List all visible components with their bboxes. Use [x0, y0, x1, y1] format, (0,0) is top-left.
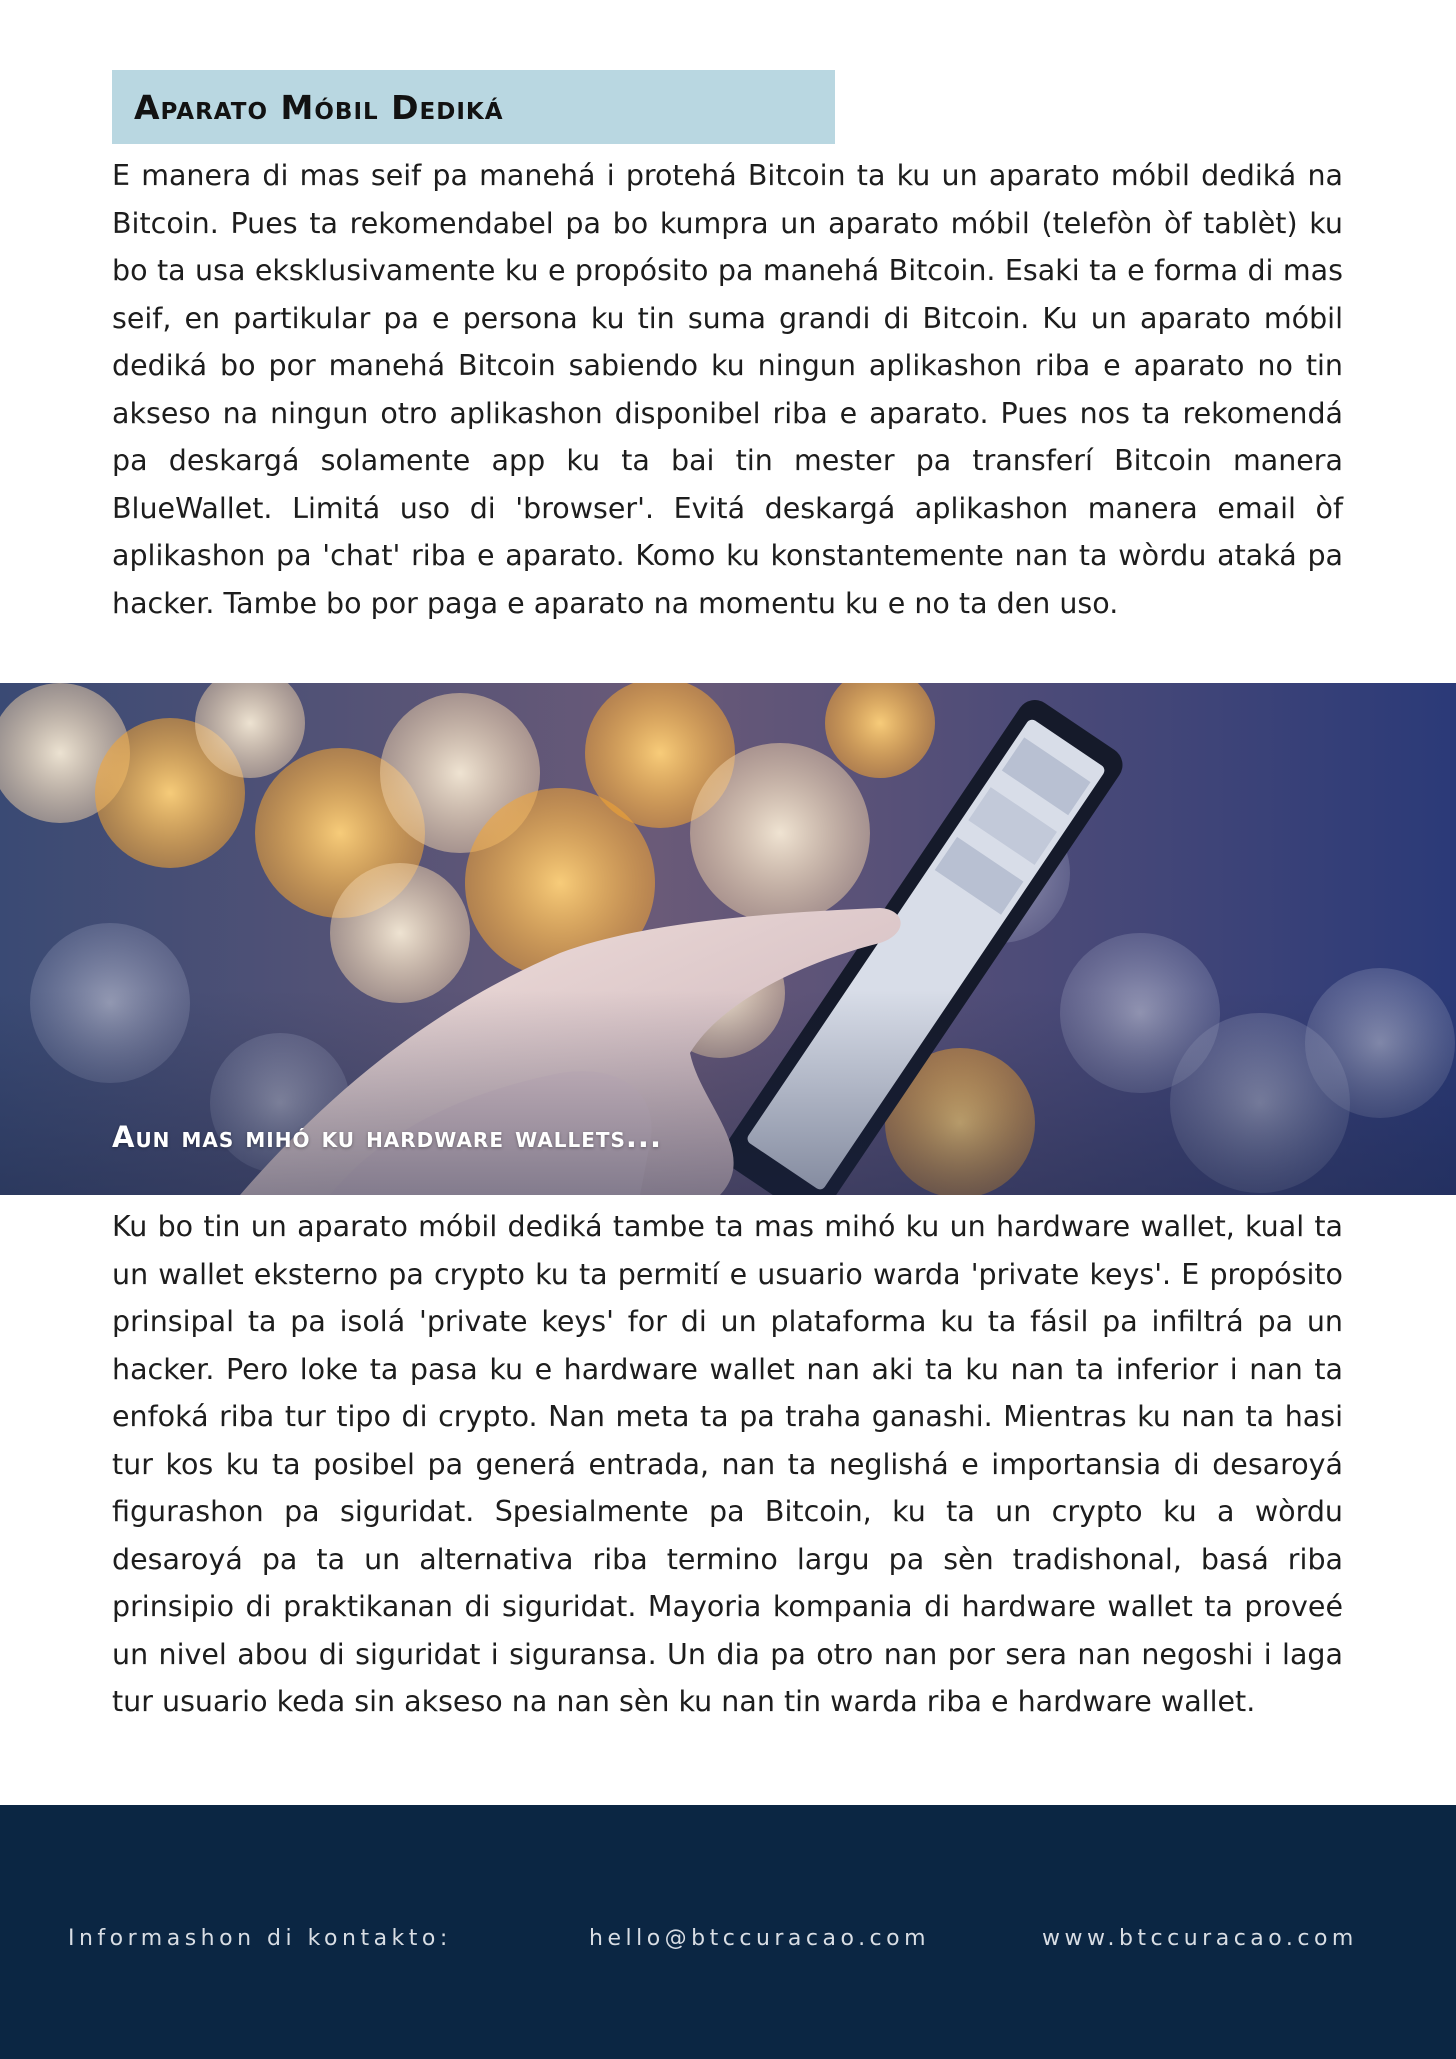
photo-caption: Aun mas mihó ku hardware wallets...	[112, 1120, 662, 1154]
contact-email-link[interactable]: hello@btccuracao.com	[589, 1926, 931, 1951]
footer	[0, 1805, 1456, 2059]
section-heading: Aparato Móbil Dediká	[134, 87, 504, 127]
section-heading-box	[112, 70, 835, 144]
contact-label: Informashon di kontakto:	[68, 1926, 452, 1951]
hero-photo	[0, 683, 1456, 1195]
website-link[interactable]: www.btccuracao.com	[1042, 1926, 1358, 1951]
phone-bokeh-image	[0, 683, 1456, 1195]
intro-paragraph: E manera di mas seif pa manehá i protehá Bitcoin ta ku un aparato móbil dediká na Bitcoin. Pues ta rekomendabel pa bo kumpra un aparato móbil (telefòn òf tablèt) ku bo ta usa eksklusivamente ku e propósito pa manehá Bitcoin. Esaki ta e forma di mas seif, en partikular pa e persona ku tin suma grandi di Bitcoin. Ku un aparato móbil dediká bo por manehá Bitcoin sabiendo ku ningun aplikashon riba e aparato no tin akseso na ningun otro aplikashon disponibel riba e aparato. Pues nos ta rekomendá pa deskargá solamente app ku ta bai tin mester pa transferí Bitcoin manera BlueWallet. Limitá uso di 'browser'. Evitá deskargá aplikashon manera email òf aplikashon pa 'chat' riba e aparato. Komo ku konstantemente nan ta wòrdu ataká pa hacker. Tambe bo por paga e aparato na momentu ku e no ta den uso.	[112, 159, 1343, 620]
hardware-wallet-paragraph: Ku bo tin un aparato móbil dediká tambe ta mas mihó ku un hardware wallet, kual ta un wallet eksterno pa crypto ku ta permití e usuario warda 'private keys'. E propósito prinsipal ta pa isolá 'private keys' for di un plataforma ku ta fásil pa infiltrá pa un hacker. Pero loke ta pasa ku e hardware wallet nan aki ta ku nan ta inferior i nan ta enfoká riba tur tipo di crypto. Nan meta ta pa traha ganashi. Mientras ku nan ta hasi tur kos ku ta posibel pa generá entrada, nan ta neglishá e importansia di desaroyá figurashon pa siguridat. Spesialmente pa Bitcoin, ku ta un crypto ku a wòrdu desaroyá pa ta un alternativa riba termino largu pa sèn tradishonal, basá riba prinsipio di praktikanan di siguridat. Mayoria kompania di hardware wallet ta proveé un nivel abou di siguridat i siguransa. Un dia pa otro nan por sera nan negoshi i laga tur usuario keda sin akseso na nan sèn ku nan tin warda riba e hardware wallet.	[112, 1210, 1343, 1718]
